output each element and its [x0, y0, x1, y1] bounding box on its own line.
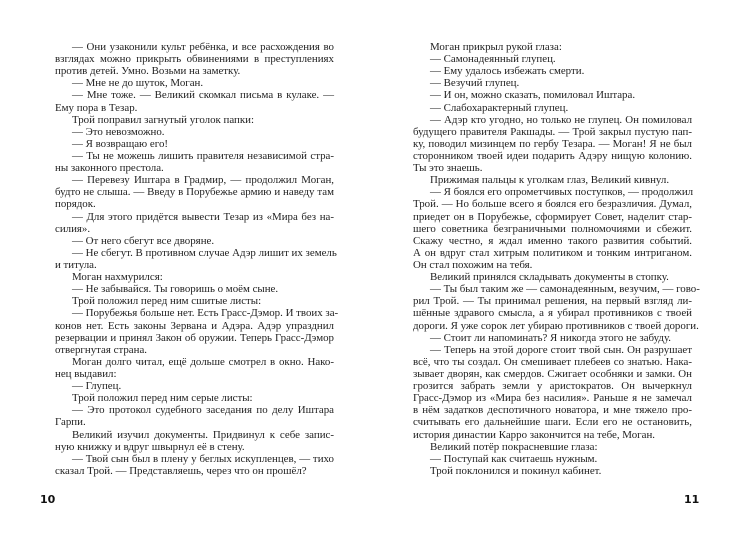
text-line: в нём задатков деспотичного новатора, и мне тяжело про-: [413, 404, 692, 417]
text-line: Моган нахмурился:: [72, 271, 163, 284]
text-line: зывает дворян, как смердов. Сжигает особняки и замки. Он: [413, 367, 692, 380]
text-line: Трой. — Но больше всего я боялся его безразличия. Думал,: [413, 198, 692, 211]
right-page-text: [413, 41, 700, 477]
text-line: — Они узаконили культ ребёнка, и все расхождения во: [72, 41, 334, 53]
text-line: грозится забрать земли у аристократов. Он вычеркнул: [413, 380, 692, 393]
text-line: — Самонадеянный глупец.: [430, 53, 556, 66]
text-line: Грасс-Дэмор из «Мира без насилия». Раньше я не замечал: [413, 392, 692, 405]
text-line: — Глупец.: [72, 380, 122, 393]
text-line: — Я возвращаю его!: [72, 137, 169, 150]
text-line: — Перевезу Иштара в Градмир, — продолжил Моган,: [72, 174, 334, 187]
text-line: конов нет. Есть законы Зервана и Адэра. Адэр упразднил: [55, 319, 334, 332]
text-line: — Для этого придётся вывести Тезар из «Мира без на-: [72, 210, 334, 223]
text-line: — Стоит ли напоминать? Я никогда этого не забуду.: [430, 331, 672, 344]
text-line: Моган долго читал, ещё дольше смотрел в окно. Нако-: [72, 355, 334, 368]
text-line: рил Трой. — Ты принимал решения, на первый взгляд ли-: [413, 295, 692, 308]
text-line: будущего правителя Ракшады. — Трой закрыл пустую пап-: [413, 125, 692, 138]
text-line: силия».: [55, 222, 91, 235]
text-line: — Не забывайся. Ты говоришь о моём сыне.: [72, 283, 279, 296]
text-line: будто не слыша. — Введу в Порубежье армию и наведу там: [55, 186, 334, 199]
text-line: — Поступай как считаешь нужным.: [430, 452, 598, 465]
text-line: Ты это знаешь.: [413, 162, 483, 175]
text-line: Моган прикрыл рукой глаза:: [430, 41, 562, 53]
text-line: Ему пора в Тезар.: [55, 101, 138, 114]
text-line: — Ему удалось избежать смерти.: [430, 65, 585, 78]
text-line: дороги. Я уже сорок лет убираю противников с твоей дороги.: [413, 319, 699, 332]
text-line: Трой поправил загнутый уголок папки:: [72, 113, 255, 126]
text-line: ны законного престола.: [55, 162, 164, 175]
text-line: взглядах можно прикрыть обвинениями в преступлениях: [55, 53, 334, 66]
text-line: Скажу честно, я ждал именно такого развития событий.: [413, 234, 692, 247]
text-line: нец выдавил:: [55, 367, 117, 380]
text-line: и титула.: [55, 258, 97, 271]
text-line: история династии Карро закончится на тебе, Моган.: [413, 428, 656, 441]
page-number-right: 11: [684, 493, 700, 506]
text-line: — Мне не до шуток, Моган.: [72, 77, 204, 90]
text-line: — Не сбегут. В противном случае Адэр лишит их земель: [72, 246, 337, 259]
text-line: шённые здравого смысла, а я убирал противников с твоей: [413, 307, 692, 320]
text-line: сторонником твоей идеи подарить Адэру нищую колонию.: [413, 149, 692, 162]
text-line: — Адэр кто угодно, но только не глупец. Он помиловал: [430, 113, 692, 126]
text-line: — Теперь на этой дороге стоит твой сын. Он разрушает: [430, 343, 692, 356]
text-line: — Слабохарактерный глупец.: [430, 101, 569, 114]
text-line: Прижимая пальцы к уголкам глаз, Великий кивнул.: [430, 174, 670, 187]
text-line: Великий принялся складывать документы в стопку.: [430, 271, 669, 284]
left-page-text: [55, 41, 339, 477]
text-line: порядок.: [55, 198, 96, 211]
text-line: Великий потёр покрасневшие глаза:: [430, 440, 598, 453]
text-line: приедет он в Порубежье, сформирует Совет, наделит стар-: [413, 210, 692, 223]
text-line: — Мне тоже. — Великий скомкал письма в кулаке. —: [72, 89, 334, 102]
text-line: ную книжку и вдруг швырнул её в стену.: [55, 440, 245, 453]
text-line: — Это протокол судебного заседания по делу Иштара: [72, 404, 334, 417]
text-line: шего советника безграничными полномочиями и сбежит.: [413, 222, 692, 235]
text-line: — Ты не можешь лишить правителя независимой стра-: [72, 149, 334, 162]
text-line: против детей. Умно. Возьми на заметку.: [55, 65, 241, 78]
text-line: всё, что ты создал. Он смешивает плебеев со знатью. Нака-: [413, 355, 692, 368]
text-line: — И он, можно сказать, помиловал Иштара.: [430, 89, 636, 102]
text-line: резервации и принял Закон об оружии. Теперь Грасс-Дэмор: [55, 331, 334, 344]
page-number-left: 10: [40, 493, 56, 506]
text-line: А он вдруг стал хитрым политиком и тонким интриганом.: [413, 246, 692, 259]
text-line: считывать его дальнейшие шаги. Если его не остановить,: [413, 416, 692, 429]
text-line: Трой положил перед ним сшитые листы:: [72, 295, 262, 308]
text-line: Великий изучил документы. Придвинул к себе запис-: [72, 428, 334, 441]
text-line: — Это невозможно.: [72, 125, 165, 138]
text-line: Трой поклонился и покинул кабинет.: [430, 464, 602, 477]
text-line: сказал Трой. — Представляешь, через что он прошёл?: [55, 464, 307, 477]
text-line: отвергнутая страна.: [55, 343, 148, 356]
text-line: — Порубежья больше нет. Есть Грасс-Дэмор. И твоих за-: [72, 307, 339, 320]
text-line: Гарпи.: [55, 416, 86, 429]
text-line: Он стал похожим на тебя.: [413, 258, 533, 271]
text-line: — Я боялся его опрометчивых поступков, — продолжил: [430, 186, 694, 199]
text-line: Трой положил перед ним серые листы:: [72, 392, 253, 405]
text-line: — От него сбегут все дворяне.: [72, 234, 215, 247]
text-line: — Твой сын был в плену у беглых искупленцев, — тихо: [72, 452, 334, 465]
text-line: — Ты был таким же — самонадеянным, везучим, — гово-: [430, 283, 700, 296]
text-line: ку, поводил мизинцем по гербу Тезара. — Моган! Я не был: [413, 137, 692, 150]
text-line: — Везучий глупец.: [430, 77, 520, 90]
